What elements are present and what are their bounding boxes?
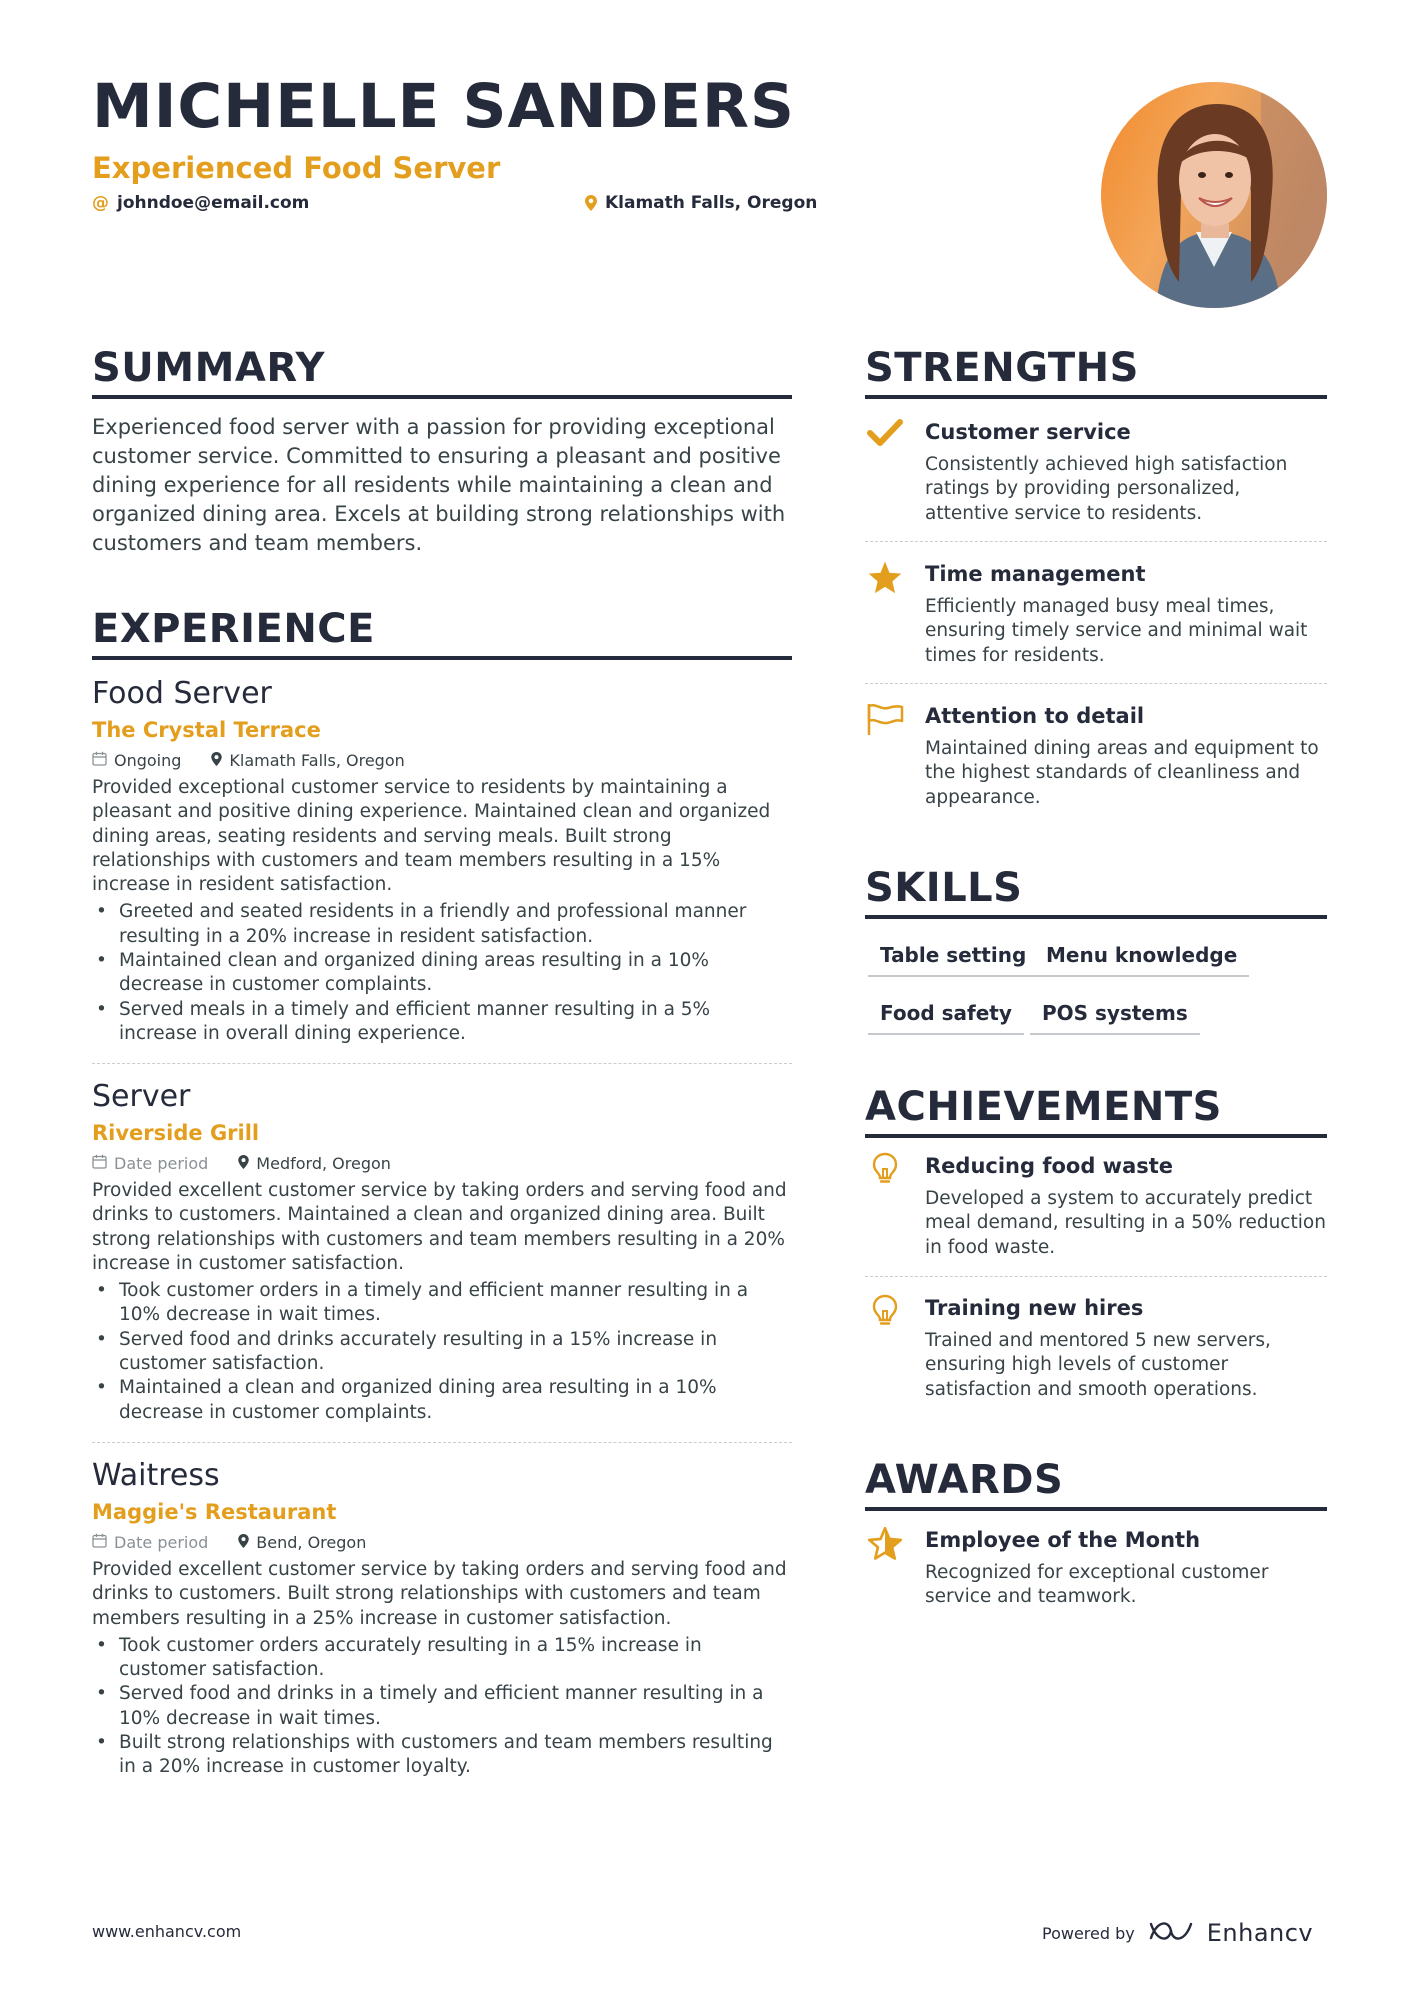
summary-rule (92, 395, 792, 399)
job-meta (92, 750, 792, 772)
job-bullet: • Served food and drinks accurately resulting in a 15% increase in customer satisfaction. (92, 1328, 792, 1377)
calendar-icon (92, 1532, 107, 1554)
strength-item (865, 560, 1327, 668)
job-location-text: Medford, Oregon (256, 1154, 391, 1173)
awards-title: AWARDS (865, 1457, 1064, 1503)
calendar-icon (92, 750, 107, 772)
award-description: Recognized for exceptional customer service and teamwork. (925, 1562, 1269, 1608)
job-bullet: • Took customer orders in a timely and efficient manner resulting in a 10% decrease in wait times. (92, 1279, 792, 1328)
footer-branding (1042, 1918, 1313, 1948)
job-bullet: • Built strong relationships with customers and team members resulting in a 20% increase in customer loyalty. (92, 1731, 792, 1780)
job-location-text: Bend, Oregon (256, 1533, 367, 1552)
skill-tag: POS systems (1030, 999, 1200, 1035)
skills-rule (865, 915, 1327, 919)
job-description: Provided exceptional customer service to residents by maintaining a pleasant and positive dining experience. Maintained clean and organized dining areas, seating residents and serving meals. Built strong relationships with customers and team members resulting in a 15% increase in resident satisfaction. (92, 777, 771, 896)
job-period (92, 1153, 208, 1175)
skill-tag: Table setting (868, 941, 1038, 977)
location-text: Klamath Falls, Oregon (605, 193, 818, 213)
enhancv-logo-icon (1147, 1918, 1195, 1948)
at-icon: @ (92, 193, 109, 213)
lightbulb-icon (865, 1294, 905, 1334)
job-bullet: • Maintained a clean and organized dining area resulting in a 10% decrease in customer complaints. (92, 1376, 792, 1425)
achievement-description: Developed a system to accurately predict meal demand, resulting in a 50% reduction in food waste. (925, 1188, 1326, 1258)
job-period (92, 1532, 208, 1554)
experience-title: EXPERIENCE (92, 606, 375, 652)
job-entry (92, 1079, 792, 1425)
achievement-description: Trained and mentored 5 new servers, ensuring high levels of customer satisfaction and smooth operations. (925, 1330, 1271, 1400)
job-period-text: Ongoing (114, 751, 182, 770)
footer-website[interactable]: www.enhancv.com (92, 1922, 242, 1941)
skill-tag: Menu knowledge (1034, 941, 1249, 977)
strengths-title: STRENGTHS (865, 345, 1139, 391)
checkmark-icon (865, 418, 905, 458)
job-period-text: Date period (114, 1533, 209, 1552)
brand-name: Enhancv (1206, 1919, 1314, 1947)
job-title: Waitress (92, 1458, 220, 1493)
summary-title: SUMMARY (92, 345, 325, 391)
map-pin-icon (585, 195, 597, 211)
strengths-rule (865, 395, 1327, 399)
skills-title: SKILLS (865, 865, 1023, 911)
award-item (865, 1526, 1327, 1610)
strength-item (865, 702, 1327, 810)
star-icon (865, 560, 905, 600)
strength-separator (865, 541, 1327, 542)
calendar-icon (92, 1153, 107, 1175)
job-entry (92, 676, 792, 1046)
job-period (92, 750, 181, 772)
job-bullet: • Served meals in a timely and efficient manner resulting in a 5% increase in overall dining experience. (92, 998, 792, 1047)
awards-rule (865, 1507, 1327, 1511)
profile-photo (1101, 82, 1327, 308)
candidate-name: MICHELLE SANDERS (92, 71, 795, 142)
job-description: Provided excellent customer service by taking orders and serving food and drinks to customers. Maintained a clean and organized dining area. Built strong relationships with customers and team members resulting in a 20% increase in customer satisfaction. (92, 1180, 787, 1274)
strength-title: Attention to detail (925, 704, 1145, 728)
job-location (238, 1153, 391, 1175)
job-company: The Crystal Terrace (92, 718, 321, 742)
map-pin-icon (211, 750, 222, 772)
job-title: Server (92, 1079, 191, 1114)
job-period-text: Date period (114, 1154, 209, 1173)
strength-item (865, 418, 1327, 526)
achievement-item (865, 1294, 1327, 1402)
award-title: Employee of the Month (925, 1528, 1201, 1552)
job-separator (92, 1063, 792, 1064)
lightbulb-icon (865, 1152, 905, 1192)
job-company: Riverside Grill (92, 1121, 260, 1145)
job-bullets (92, 900, 792, 1046)
flag-icon (865, 702, 905, 742)
job-description: Provided excellent customer service by taking orders and serving food and drinks to customers. Built strong relationships with customers and team members resulting in a 25% increase in customer satisfaction. (92, 1559, 787, 1629)
job-title: Food Server (92, 676, 272, 711)
candidate-role: Experienced Food Server (92, 151, 501, 185)
contact-email[interactable] (92, 193, 309, 213)
star-outline-icon (865, 1526, 905, 1566)
achievement-title: Training new hires (925, 1296, 1144, 1320)
map-pin-icon (238, 1153, 249, 1175)
strength-title: Customer service (925, 420, 1131, 444)
job-separator (92, 1442, 792, 1443)
achievements-rule (865, 1134, 1327, 1138)
achievement-item (865, 1152, 1327, 1260)
achievement-title: Reducing food waste (925, 1154, 1174, 1178)
experience-rule (92, 656, 792, 660)
job-location-text: Klamath Falls, Oregon (229, 751, 405, 770)
skill-tag: Food safety (868, 999, 1024, 1035)
job-location (238, 1532, 366, 1554)
job-bullets (92, 1634, 792, 1780)
job-bullet: • Greeted and seated residents in a friendly and professional manner resulting in a 20% increase in resident satisfaction. (92, 900, 792, 949)
job-entry (92, 1458, 792, 1780)
strength-title: Time management (925, 562, 1146, 586)
strength-separator (865, 683, 1327, 684)
contact-location (585, 193, 817, 213)
job-bullet: • Maintained clean and organized dining areas resulting in a 10% decrease in customer complaints. (92, 949, 792, 998)
achievements-title: ACHIEVEMENTS (865, 1084, 1222, 1130)
email-text: johndoe@email.com (117, 193, 310, 213)
strength-description: Consistently achieved high satisfaction ratings by providing personalized, attentive service to residents. (925, 454, 1288, 524)
job-meta (92, 1153, 792, 1175)
job-bullet: • Served food and drinks in a timely and efficient manner resulting in a 10% decrease in wait times. (92, 1682, 792, 1731)
strength-description: Maintained dining areas and equipment to the highest standards of cleanliness and appearance. (925, 738, 1319, 808)
map-pin-icon (238, 1532, 249, 1554)
job-location (211, 750, 404, 772)
job-bullet: • Took customer orders accurately resulting in a 15% increase in customer satisfaction. (92, 1634, 792, 1683)
powered-by-text: Powered by (1042, 1923, 1135, 1943)
achievement-separator (865, 1276, 1327, 1277)
strength-description: Efficiently managed busy meal times, ensuring timely service and minimal wait times for residents. (925, 596, 1308, 666)
job-company: Maggie's Restaurant (92, 1500, 337, 1524)
summary-text: Experienced food server with a passion for providing exceptional customer service. Committed to ensuring a pleasant and positive dining experience for all residents while maintaining a clean and organized dining area. Excels at building strong relationships with customers and team members. (92, 415, 786, 555)
job-bullets (92, 1279, 792, 1425)
job-meta (92, 1532, 792, 1554)
